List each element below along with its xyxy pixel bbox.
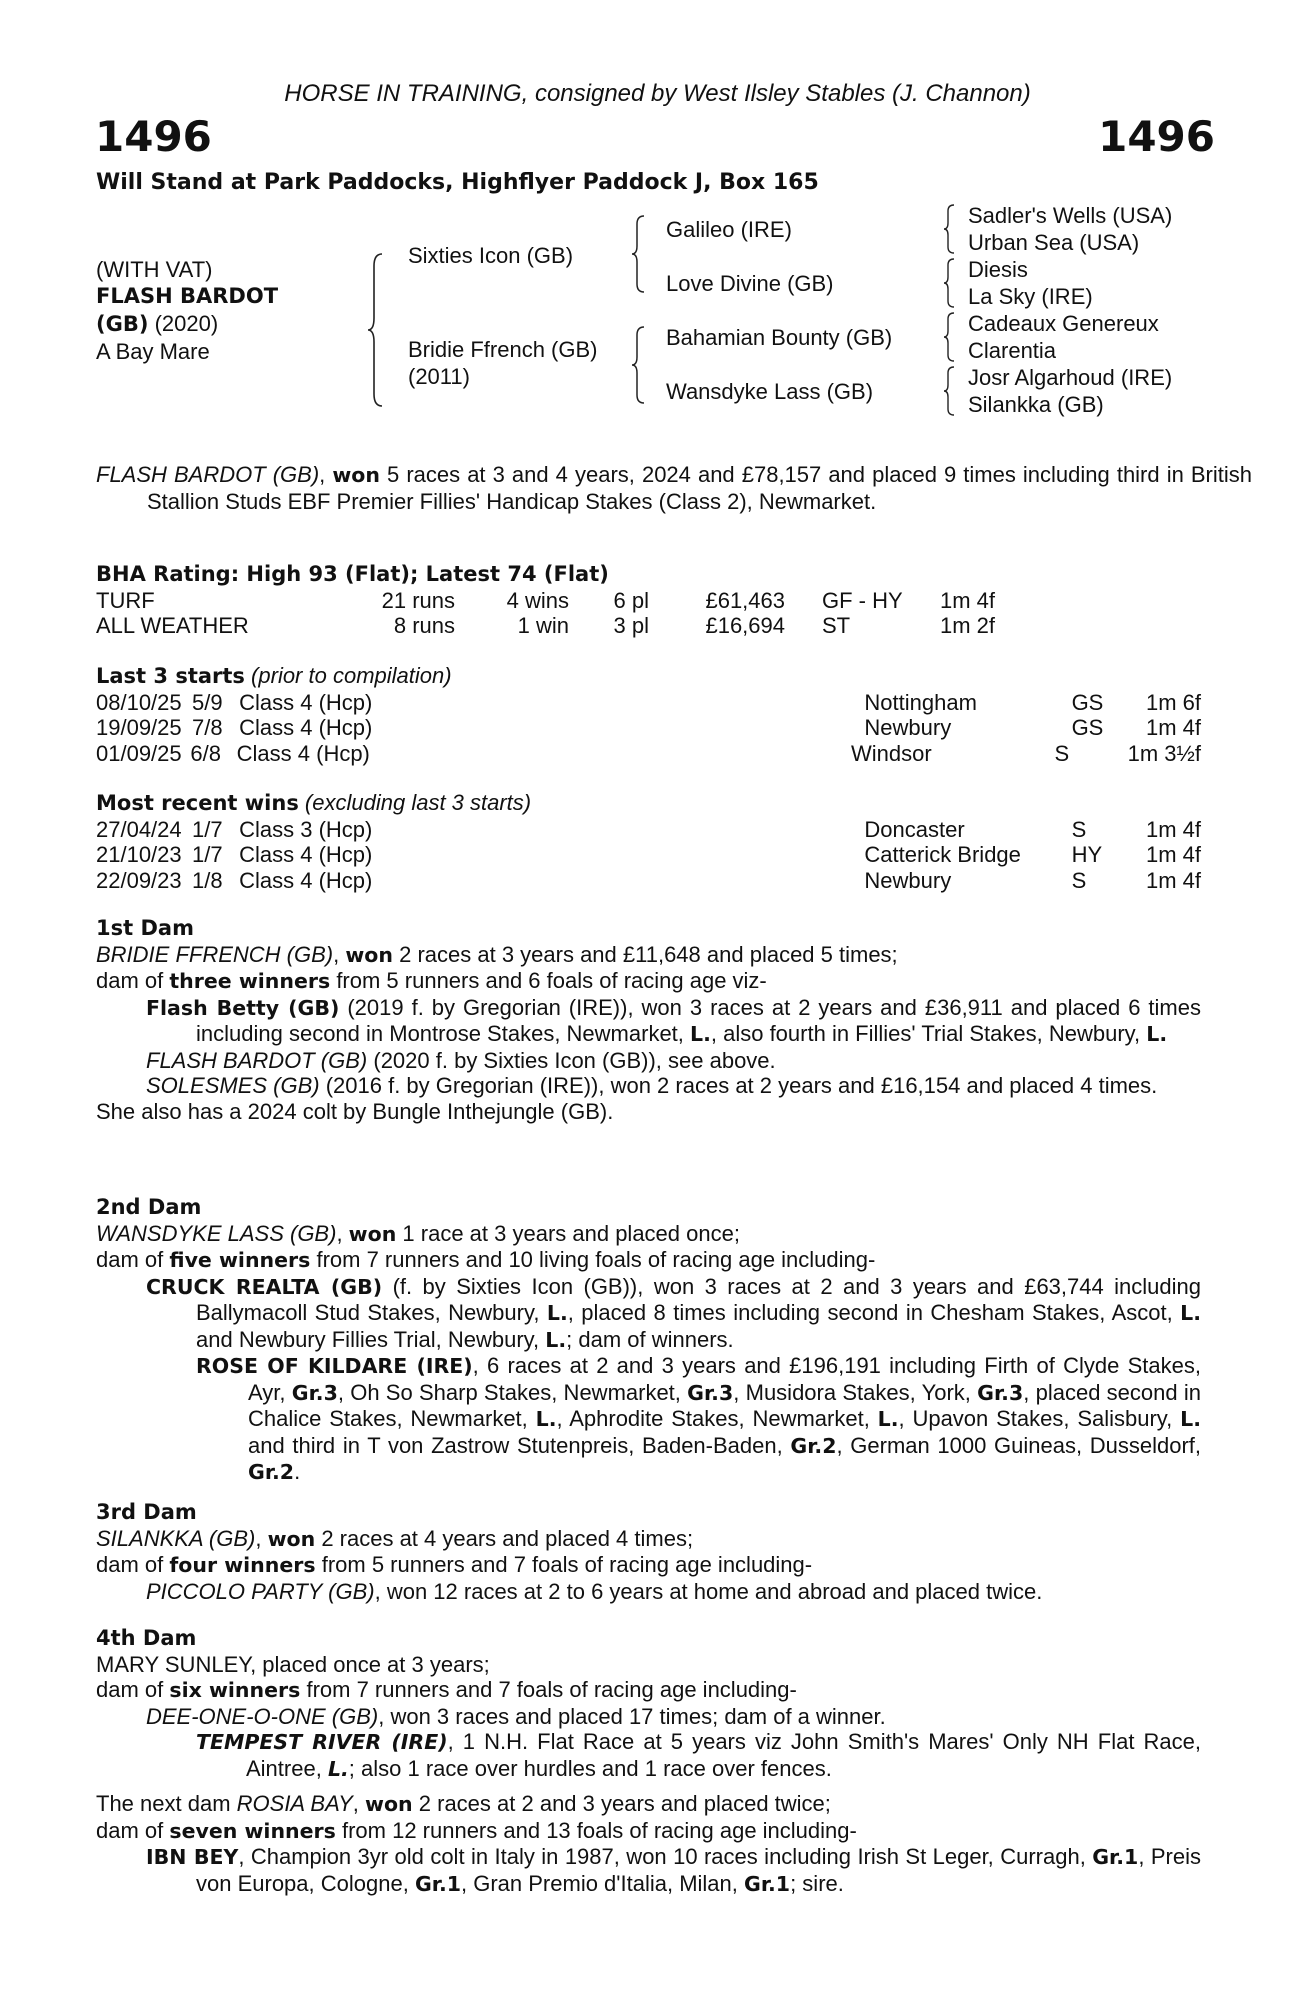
win-row [96,842,1201,868]
text: dam of [96,1817,170,1843]
last-starts [96,663,1201,766]
text: , Preis von Europa, Cologne, [196,1844,1201,1896]
group-mark: Gr.2 [248,1460,295,1484]
text: , [352,1791,366,1816]
dam-dam: Wansdyke Lass (GB) [666,379,874,404]
course: Nottingham [864,689,977,715]
listed-mark: L. [327,1756,349,1781]
text: , Aphrodite Stakes, Newmarket, [556,1406,878,1431]
horse-identity [96,256,278,365]
date: 27/04/24 [96,816,182,842]
brace-dam-icon [630,325,648,405]
group-mark: Gr.3 [687,1380,734,1405]
text: . [294,1459,301,1484]
progeny-entry [96,1048,1201,1074]
distance: 1m 4f [1145,842,1201,867]
race-class: Class 4 (Hcp) [239,689,373,715]
position: 1/8 [192,867,223,893]
date: 01/09/25 [96,740,182,766]
sire-dam: Love Divine (GB) [666,271,834,296]
text: from 5 runners and 6 foals of racing age viz- [330,968,767,993]
won-label: won [348,1221,397,1246]
text: , 1 N.H. Flat Race at 5 years viz John Smith's Mares' Only NH Flat Race, Aintree, [246,1729,1201,1781]
progeny-name: CRUCK REALTA (GB) [146,1274,383,1299]
text: , won 3 races and placed 17 times; dam of a winner. [378,1703,886,1729]
summary-horse-name: FLASH BARDOT (GB) [96,462,320,487]
distance: 1m 4f [940,587,996,613]
text: , Gran Premio d'Italia, Milan, [461,1870,744,1896]
position: 1/7 [192,842,223,867]
won-label: won [345,942,393,967]
distance: 1m 6f [1145,689,1201,715]
placed: 6 pl [613,587,649,613]
text: dam of [96,1552,170,1577]
winners-count: six winners [169,1678,301,1702]
wins: 1 win [517,613,569,638]
wins: 4 wins [506,587,569,613]
progeny-name: ROSE OF KILDARE (IRE) [196,1354,473,1378]
second-dam: 2nd Dam WANSDYKE LASS (GB), won 1 race at 3 years and placed once; dam of five winners from 7 runners and 10 living foals of racing age including- CRUCK REALTA (GB) (f. by Sixties Icon (GB)), won 3 races at 2 and 3 years and £63,744 including Ballymacoll Stud Stakes, Newbury, L., placed 8 times including second in Chesham Stakes, Ascot, L. and Newbury Fillies Trial, Newbury, L.; dam of winners. ROSE OF KILDARE (IRE), 6 races at 2 and 3 years and £196,191 including Firth of Clyde Stakes, Ayr, Gr.3, Oh So Sharp Stakes, Newmarket, Gr.3, Musidora Stakes, York, Gr.3, placed second in Chalice Stakes, Newmarket, L., Aphrodite Stakes, Newmarket, L., Upavon Stakes, Salisbury, L. and third in T von Zastrow Stutenpreis, Baden-Baden, Gr.2, German 1000 Guineas, Dusseldorf, Gr.2. [96,1195,1202,1484]
runs: 21 runs [381,587,455,613]
text: (2020 f. by Sixties Icon (GB)), see above. [367,1047,776,1073]
text: , also fourth in Fillies' Trial Stakes, Newbury, [710,1021,1147,1046]
ancestor-3: Diesis [968,257,1028,282]
brace-g4c-icon [942,311,958,363]
dam-name: WANSDYKE LASS (GB) [96,1220,337,1246]
surface: TURF [96,587,155,613]
dam-record: 2 races at 4 years and placed 4 times; [315,1525,694,1551]
progeny-entry [96,1844,1201,1897]
group-mark: Gr.3 [291,1380,338,1405]
brace-gen1-icon [366,252,390,408]
third-dam-title: 3rd Dam [96,1500,197,1524]
progeny-entry [96,1579,1201,1605]
listed-mark: L. [535,1407,557,1431]
group-mark: Gr.1 [744,1871,791,1896]
sire: Sixties Icon (GB) [408,243,574,268]
date: 22/09/23 [96,867,182,893]
listed-mark: L. [1180,1407,1201,1431]
prize: £16,694 [705,613,785,638]
horse-description: A Bay Mare [96,339,210,364]
text: , Upavon Stakes, Salisbury, [898,1406,1181,1431]
fourth-dam [96,1626,1201,1782]
course: Newbury [864,867,952,893]
stabling-location: Will Stand at Park Paddocks, Highflyer Paddock J, Box 165 [96,170,819,195]
text: (2019 f. by Gregorian (IRE)), won 3 races at 2 years and £36,911 and placed 6 times including second in Montrose Stakes, Newmarket, [196,994,1201,1046]
dam-name: SILANKKA (GB) [96,1525,256,1551]
text: from 7 runners and 10 living foals of racing age including- [310,1247,876,1272]
going: GS [1071,689,1104,715]
text: , placed second in Chalice Stakes, Newmarket, [248,1379,1201,1431]
course: Newbury [864,715,952,740]
text: ; also 1 race over hurdles and 1 race over fences. [348,1755,832,1781]
third-dam: 3rd Dam SILANKKA (GB), won 2 races at 4 years and placed 4 times; dam of four winners from 5 runners and 7 foals of racing age including- PICCOLO PARTY (GB), won 12 races at 2 to 6 years at home and abroad and placed twice. [96,1500,1201,1604]
listed-mark: L. [546,1301,568,1325]
text: ; sire. [790,1870,844,1896]
text: (2016 f. by Gregorian (IRE)), won 2 races at 2 years and £16,154 and placed 4 times. [319,1073,1158,1098]
group-mark: Gr.2 [790,1433,837,1458]
winners-count: five winners [169,1248,311,1272]
text: and third in T von Zastrow Stutenpreis, Baden-Baden, [248,1432,791,1458]
listed-mark: L. [545,1327,567,1352]
text: , Oh So Sharp Stakes, Newmarket, [337,1379,688,1405]
text: , placed 8 times including second in Chesham Stakes, Ascot, [567,1300,1181,1325]
start-row [96,741,1201,767]
brace-sire-icon [630,214,648,294]
text: from 12 runners and 13 foals of racing age including- [335,1817,857,1843]
dam-note: She also has a 2024 colt by Bungle Inthejungle (GB). [96,1098,614,1124]
text: The next dam [96,1791,237,1816]
dam-year: (2011) [408,364,470,389]
dam-name: BRIDIE FFRENCH (GB) [96,941,334,967]
progeny-entry [96,1274,1201,1354]
text: from 7 runners and 7 foals of racing age including- [300,1677,797,1702]
last-starts-note: (prior to compilation) [244,663,452,688]
dam: Bridie Ffrench (GB) [408,337,598,362]
first-dam-title: 1st Dam [96,916,194,940]
lot-number-right: 1496 [1098,112,1215,161]
dam-record: 2 races at 2 and 3 years and placed twice; [412,1791,831,1816]
race-class: Class 4 (Hcp) [239,867,373,893]
position: 7/8 [192,715,223,740]
course: Windsor [850,740,932,766]
summary-text: 5 races at 3 and 4 years, 2024 and £78,157 and placed 9 times including third in British Stallion Studs EBF Premier Fillies' Handicap Stakes (Class 2), Newmarket. [147,462,1252,514]
course: Doncaster [864,816,965,842]
listed-mark: L. [1180,1301,1201,1325]
win-row [96,817,1201,843]
surface: ALL WEATHER [96,613,249,638]
brace-g4d-icon [942,365,958,417]
last-starts-title: Last 3 starts [96,664,245,688]
position: 1/7 [192,816,223,842]
horse-country: (GB) [96,312,149,336]
dam-record: MARY SUNLEY, placed once at 3 years; [96,1651,490,1677]
text: dam of [96,1677,170,1702]
dam-record: 2 races at 3 years and £11,648 and placed 5 times; [392,941,898,967]
distance: 1m 3½f [1127,740,1201,766]
dam-sire: Bahamian Bounty (GB) [666,325,893,350]
progeny-name: IBN BEY [146,1845,239,1869]
going: S [1054,740,1070,766]
ancestor-7: Josr Algarhoud (IRE) [968,365,1173,390]
winners-count: four winners [169,1553,316,1577]
ancestor-2: Urban Sea (USA) [968,230,1140,255]
text: , Musidora Stakes, York, [733,1379,978,1405]
second-dam-title: 2nd Dam [96,1195,202,1219]
race-class: Class 4 (Hcp) [239,715,373,740]
start-row [96,715,1201,741]
date: 19/09/25 [96,715,182,740]
progeny-entry [96,1073,1201,1099]
rating-row [96,588,1201,614]
rating-row [96,613,1201,639]
ancestor-4: La Sky (IRE) [968,284,1093,309]
going: GS [1071,715,1104,740]
race-class: Class 4 (Hcp) [236,740,370,766]
text: and Newbury Fillies Trial, Newbury, [196,1326,546,1352]
sire-sire: Galileo (IRE) [666,217,792,242]
listed-mark: L. [1146,1022,1168,1046]
prize: £61,463 [705,587,785,613]
text: dam of [96,968,170,993]
winners-count: three winners [169,969,331,993]
date: 21/10/23 [96,842,182,867]
win-row [96,868,1201,894]
progeny-entry [96,1729,1201,1782]
recent-wins-title: Most recent wins [96,791,299,815]
position: 5/9 [192,689,223,715]
lot-number-left: 1496 [95,112,212,161]
ancestor-5: Cadeaux Genereux [968,311,1159,336]
ancestor-1: Sadler's Wells (USA) [968,203,1173,228]
date: 08/10/25 [96,689,182,715]
group-mark: Gr.3 [977,1380,1024,1405]
vat-note: (WITH VAT) [96,257,213,282]
fourth-dam-title: 4th Dam [96,1626,197,1650]
recent-wins [96,790,1201,893]
listed-mark: L. [877,1407,899,1431]
consignor-line: HORSE IN TRAINING, consigned by West Ilsley Stables (J. Channon) [284,80,1031,107]
race-class: Class 3 (Hcp) [239,816,373,842]
progeny-name: DEE-ONE-O-ONE (GB) [146,1703,379,1729]
progeny-entry [96,1704,1201,1730]
listed-mark: L. [690,1022,711,1046]
ancestor-8: Silankka (GB) [968,392,1104,417]
going: HY [1071,842,1103,867]
progeny-entry [96,1353,1201,1486]
first-dam: 1st Dam BRIDIE FFRENCH (GB), won 2 races at 3 years and £11,648 and placed 5 times; dam of three winners from 5 runners and 6 foals of racing age viz- Flash Betty (GB) (2019 f. by Gregorian (IRE)), won 3 races at 2 years and £36,911 and placed 6 times including second in Montrose Stakes, Newmarket, L., also fourth in Fillies' Trial Stakes, Newbury, L. FLASH BARDOT (GB) (2020 f. by Sixties Icon (GB)), see above. SOLESMES (GB) (2016 f. by Gregorian (IRE)), won 2 races at 2 years and £16,154 and placed 4 times. She also has a 2024 colt by Bungle Inthejungle (GB). [96,916,1201,1124]
text: , won 12 races at 2 to 6 years at home and abroad and placed twice. [374,1578,1043,1604]
won-label: won [365,1792,413,1816]
recent-wins-note: (excluding last 3 starts) [298,790,532,815]
text: , Champion 3yr old colt in Italy in 1987, won 10 races including Irish St Leger, Curragh, [238,1844,1093,1869]
text: , 6 races at 2 and 3 years and £196,191 including Firth of Clyde Stakes, Ayr, [248,1353,1201,1405]
position: 6/8 [190,740,221,766]
text: (f. by Sixties Icon (GB)), won 3 races at 2 and 3 years and £63,744 including Ballymacoll Stud Stakes, Newbury, [196,1273,1202,1325]
progeny-name: SOLESMES (GB) [146,1073,320,1098]
rating-title: BHA Rating: High 93 (Flat); Latest 74 (Flat) [96,562,609,586]
going: GF - HY [822,587,903,613]
start-row [96,690,1201,716]
dam-record: 1 race at 3 years and placed once; [396,1220,740,1246]
brace-g4b-icon [942,257,958,309]
progeny-name: FLASH BARDOT (GB) [146,1047,368,1073]
race-class: Class 4 (Hcp) [239,842,373,867]
distance: 1m 4f [1145,867,1201,893]
horse-year: (2020) [148,311,219,336]
runs: 8 runs [393,613,455,638]
text: , German 1000 Guineas, Dusseldorf, [836,1432,1202,1458]
brace-g4a-icon [942,203,958,255]
going: S [1071,816,1087,842]
text: ; dam of winners. [566,1326,734,1352]
going: S [1071,867,1087,893]
text: dam of [96,1247,170,1272]
winners-count: seven winners [169,1818,336,1843]
text: from 5 runners and 7 foals of racing age including- [315,1552,813,1577]
course: Catterick Bridge [864,842,1021,867]
race-summary: FLASH BARDOT (GB), won 5 races at 3 and 4 years, 2024 and £78,157 and placed 9 times including third in British Stallion Studs EBF Premier Fillies' Handicap Stakes (Class 2), Newmarket. [96,462,1252,514]
horse-name: FLASH BARDOT [96,284,279,308]
distance: 1m 4f [1145,715,1201,740]
group-mark: Gr.1 [1092,1845,1139,1869]
won-label: won [267,1526,316,1551]
going: ST [822,613,851,638]
progeny-name: PICCOLO PARTY (GB) [146,1578,375,1604]
won-label: won [332,463,380,487]
distance: 1m 4f [1145,816,1201,842]
distance: 1m 2f [940,613,996,638]
progeny-name: TEMPEST RIVER (IRE) [196,1730,448,1754]
dam-name: ROSIA BAY [236,1791,353,1816]
progeny-entry [96,995,1201,1048]
next-dam [96,1791,1201,1897]
placed: 3 pl [613,613,649,638]
progeny-name: Flash Betty (GB) [146,995,340,1020]
ancestor-6: Clarentia [968,338,1057,363]
bha-rating [96,562,1201,639]
group-mark: Gr.1 [414,1871,462,1896]
